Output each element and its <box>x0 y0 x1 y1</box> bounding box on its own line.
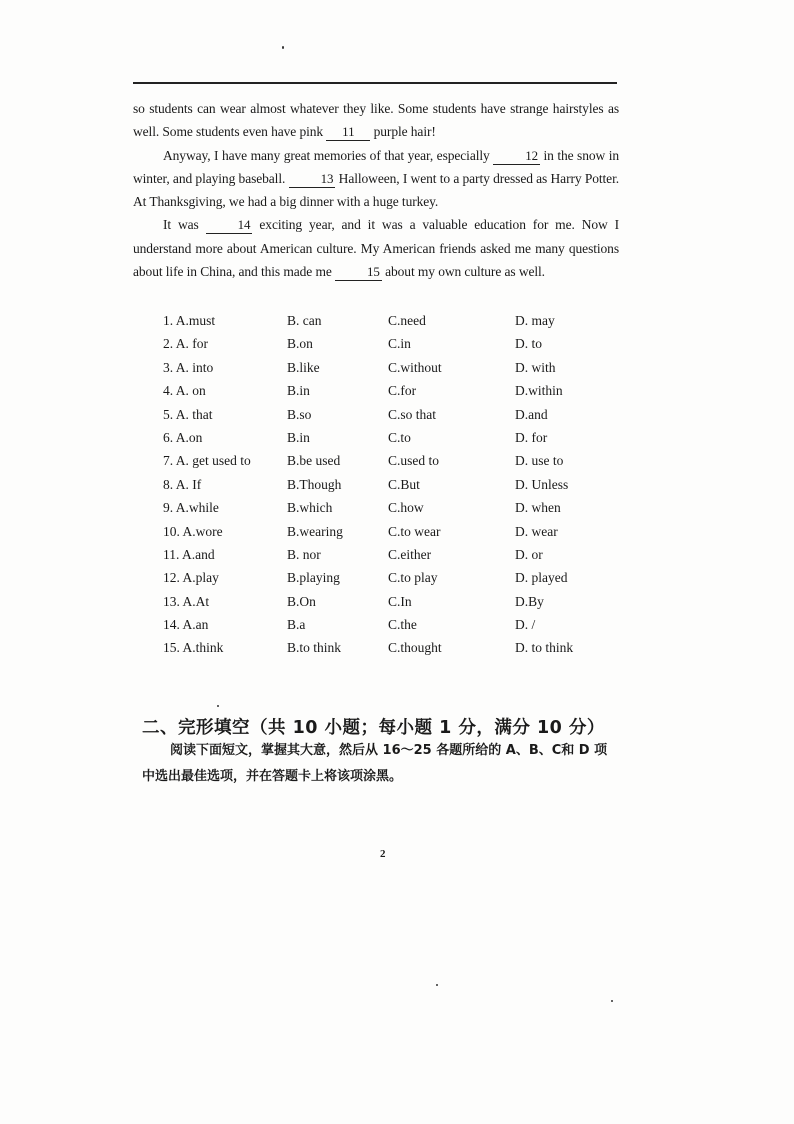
option-b: B. nor <box>287 546 321 562</box>
option-b: B.on <box>287 336 313 352</box>
instruction-line-2: 中选出最佳选项，并在答题卡上将该项涂黑。 <box>142 769 403 784</box>
option-row <box>163 613 623 636</box>
option-d: D. / <box>515 617 536 633</box>
option-d: D. use to <box>515 453 564 469</box>
option-b: B.Though <box>287 476 342 492</box>
reading-passage <box>133 97 619 283</box>
option-row <box>163 356 623 379</box>
option-a: 3. A. into <box>163 359 214 375</box>
passage-paragraph-3 <box>133 213 619 283</box>
option-d: D. for <box>515 429 548 445</box>
answer-blank-14: 14 <box>206 217 253 234</box>
option-c: C.how <box>388 500 424 516</box>
option-b: B.be used <box>287 453 341 469</box>
option-a: 7. A. get used to <box>163 453 251 469</box>
option-c: C.to wear <box>388 523 441 539</box>
option-a: 10. A.wore <box>163 523 223 539</box>
passage-text: about my own culture as well. <box>381 264 545 280</box>
option-d: D. to <box>515 336 542 352</box>
passage-paragraph-1 <box>133 97 619 144</box>
answer-blank-13: 13 <box>289 171 336 188</box>
section-instructions <box>142 738 634 790</box>
passage-text: in the snow in winter, and playing baseball. <box>133 147 619 186</box>
option-a: 1. A.must <box>163 313 216 328</box>
option-d: D. may <box>515 313 555 328</box>
option-row <box>163 566 623 589</box>
option-b: B. can <box>287 313 322 328</box>
option-d: D. when <box>515 500 561 516</box>
option-c: C.thought <box>388 640 442 656</box>
answer-blank-15: 15 <box>335 264 382 281</box>
option-c: C.to <box>388 429 411 445</box>
option-row <box>163 496 623 519</box>
option-d: D.and <box>515 406 548 422</box>
option-a: 15. A.think <box>163 640 224 656</box>
answer-blank-11: 11 <box>326 124 370 141</box>
option-c: C.to play <box>388 570 438 586</box>
option-b: B.wearing <box>287 523 343 539</box>
option-b: B.On <box>287 593 316 609</box>
option-row <box>163 449 623 472</box>
option-d: D. played <box>515 570 568 586</box>
scan-speck <box>282 46 284 49</box>
option-row <box>163 636 623 659</box>
passage-text: exciting year, and it was a valuable education for me. Now I understand more about American culture. My American friends asked me many questions about life in China, and this made me <box>133 217 619 280</box>
option-d: D. or <box>515 546 543 562</box>
option-a: 4. A. on <box>163 383 206 399</box>
page-number: 2 <box>380 848 386 860</box>
scan-speck <box>436 984 438 986</box>
option-row <box>163 590 623 613</box>
option-c: C.the <box>388 617 417 633</box>
passage-text: Anyway, I have many great memories of that year, especially <box>163 147 494 163</box>
passage-text: so students can wear almost whatever they like. Some students have strange hairstyles as well. Some students even have pink <box>133 101 619 140</box>
option-a: 5. A. that <box>163 406 213 422</box>
option-b: B.to think <box>287 640 342 656</box>
option-row <box>163 332 623 355</box>
option-d: D. wear <box>515 523 558 539</box>
answer-options-table <box>163 309 623 660</box>
option-d: D.within <box>515 383 563 399</box>
instruction-line-1: 阅读下面短文，掌握其大意，然后从 16～25 各题所给的 A、B、C和 D 项 <box>170 743 608 758</box>
option-c: C.so that <box>388 406 437 422</box>
option-b: B.a <box>287 617 306 633</box>
passage-text: purple hair! <box>370 124 436 140</box>
option-c: C.need <box>388 313 426 328</box>
option-d: D. to think <box>515 640 574 656</box>
scan-speck <box>217 705 219 707</box>
option-b: B.playing <box>287 570 340 586</box>
passage-text: Halloween, I went to a party dressed as Harry Potter. At Thanksgiving, we had a big dinner with a huge turkey. <box>133 170 619 210</box>
answer-blank-12: 12 <box>493 148 540 165</box>
option-d: D.By <box>515 593 544 609</box>
option-c: C.either <box>388 546 432 562</box>
option-c: C.for <box>388 383 417 399</box>
option-b: B.in <box>287 383 310 399</box>
scan-speck <box>611 1000 613 1002</box>
option-d: D. Unless <box>515 476 569 492</box>
option-row <box>163 473 623 496</box>
option-c: C.In <box>388 593 412 609</box>
option-a: 6. A.on <box>163 429 203 445</box>
option-c: C.But <box>388 476 420 492</box>
top-divider <box>133 82 617 84</box>
option-c: C.in <box>388 336 411 352</box>
option-b: B.so <box>287 406 312 422</box>
passage-text: It was <box>163 217 206 233</box>
option-d: D. with <box>515 359 556 375</box>
option-row <box>163 426 623 449</box>
option-b: B.in <box>287 429 310 445</box>
option-row <box>163 309 623 332</box>
option-c: C.without <box>388 359 442 375</box>
section-title: 二、完形填空（共 10 小题；每小题 1 分，满分 10 分） <box>142 718 605 738</box>
option-row <box>163 520 623 543</box>
option-a: 9. A.while <box>163 500 219 516</box>
option-b: B.like <box>287 359 320 375</box>
option-row <box>163 403 623 426</box>
option-row <box>163 379 623 402</box>
option-a: 12. A.play <box>163 570 219 586</box>
option-a: 8. A. If <box>163 476 202 492</box>
option-a: 2. A. for <box>163 336 208 352</box>
option-a: 14. A.an <box>163 617 209 633</box>
option-a: 11. A.and <box>163 546 215 562</box>
option-row <box>163 543 623 566</box>
passage-paragraph-2 <box>133 144 619 214</box>
option-c: C.used to <box>388 453 440 469</box>
option-b: B.which <box>287 500 333 516</box>
option-a: 13. A.At <box>163 593 210 609</box>
